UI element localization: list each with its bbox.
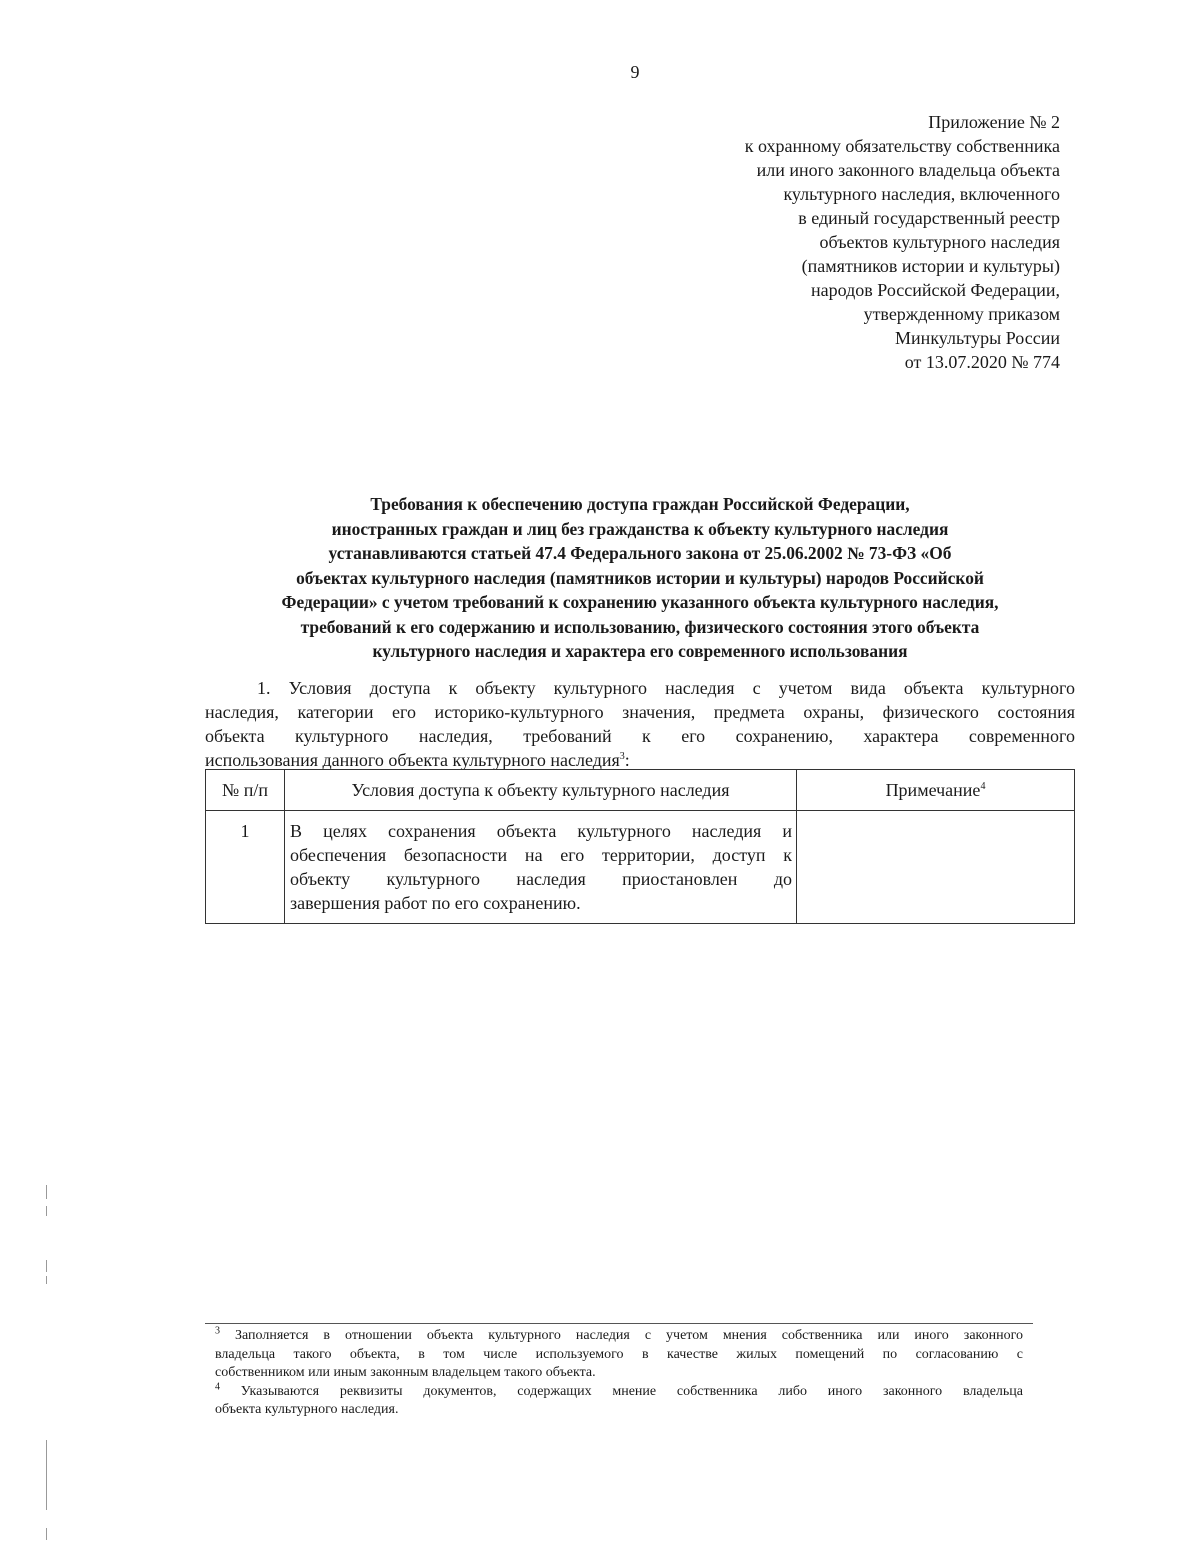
title-line: устанавливаются статьей 47.4 Федерального закона от 25.06.2002 № 73-ФЗ «Об xyxy=(328,543,952,563)
scan-artifact xyxy=(46,1440,47,1510)
footnote-ref: 3 xyxy=(619,751,625,762)
title-line: требований к его содержанию и использованию, физического состояния этого объекта xyxy=(300,616,980,637)
paragraph-line: наследия, категории его историко-культурного значения, предмета охраны, физического состояния xyxy=(205,702,1075,722)
title-line: Требования к обеспечению доступа граждан Российской Федерации, xyxy=(370,494,910,514)
footnotes xyxy=(215,1327,1023,1420)
annex-header xyxy=(640,110,1060,374)
condition-line: обеспечения безопасности на его территории, доступ к xyxy=(290,845,792,865)
annex-line: к охранному обязательству собственника xyxy=(744,136,1060,156)
header-note-label: Примечание xyxy=(885,779,981,800)
annex-line: от 13.07.2020 № 774 xyxy=(904,352,1060,372)
row-conditions xyxy=(285,811,797,924)
footnote-3-line: владельца такого объекта, в том числе используемого в качестве жилых помещений по согласованию с xyxy=(215,1346,1023,1362)
header-note xyxy=(797,770,1075,811)
condition-line: объекту культурного наследия приостановлен до xyxy=(290,869,792,889)
scan-artifact xyxy=(46,1528,47,1540)
footnote-text: Заполняется в отношении объекта культурного наследия с учетом мнения собственника или иного законного xyxy=(235,1328,1024,1343)
footnote-4-line xyxy=(215,1380,1024,1402)
scan-artifact xyxy=(46,1276,47,1284)
condition-line: завершения работ по его сохранению. xyxy=(290,893,581,913)
footnote-marker: 3 xyxy=(215,1325,220,1337)
title-line: иностранных граждан и лиц без гражданства к объекту культурного наследия xyxy=(331,518,949,539)
annex-line: в единый государственный реестр xyxy=(798,208,1060,228)
row-note xyxy=(797,811,1075,924)
annex-line: культурного наследия, включенного xyxy=(783,184,1060,204)
table-header-row xyxy=(206,770,1075,811)
page-number: 9 xyxy=(630,62,640,82)
footnote-separator xyxy=(205,1323,1033,1324)
annex-line: Минкультуры России xyxy=(895,328,1060,348)
paragraph-trailing: : xyxy=(624,750,630,770)
annex-line: утвержденному приказом xyxy=(863,304,1060,324)
header-num: № п/п xyxy=(206,770,285,811)
row-num: 1 xyxy=(206,811,285,924)
footnote-4-line: объекта культурного наследия. xyxy=(215,1402,399,1417)
title-line: объектах культурного наследия (памятников истории и культуры) народов Российской xyxy=(296,567,984,588)
annex-line: объектов культурного наследия xyxy=(819,232,1060,252)
access-conditions-paragraph xyxy=(205,676,1075,772)
footnote-3-line: собственником или иным законным владельцем такого объекта. xyxy=(215,1365,596,1380)
annex-line: народов Российской Федерации, xyxy=(811,280,1060,300)
scan-artifact xyxy=(46,1206,47,1216)
title-line: Федерации» с учетом требований к сохранению указанного объекта культурного наследия, xyxy=(281,592,999,612)
title-line: культурного наследия и характера его современного использования xyxy=(372,641,908,661)
footnote-text: Указываются реквизиты документов, содержащих мнение собственника либо иного законного владельца xyxy=(240,1383,1024,1399)
footnote-3-line xyxy=(215,1327,1023,1346)
paragraph-line: 1. Условия доступа к объекту культурного наследия с учетом вида объекта культурного xyxy=(257,678,1075,698)
scan-artifact xyxy=(46,1185,47,1199)
paragraph-line: объекта культурного наследия, требований к его сохранению, характера современного xyxy=(205,726,1075,746)
annex-line: или иного законного владельца объекта xyxy=(756,160,1060,180)
access-conditions-table xyxy=(205,769,1075,924)
table-row xyxy=(206,811,1075,924)
condition-line: В целях сохранения объекта культурного наследия и xyxy=(290,821,792,841)
paragraph-last-text: использования данного объекта культурного наследия xyxy=(205,750,620,770)
header-conditions: Условия доступа к объекту культурного наследия xyxy=(285,770,797,811)
annex-line: (памятников истории и культуры) xyxy=(801,256,1060,276)
scan-artifact xyxy=(46,1260,47,1272)
footnote-marker: 4 xyxy=(215,1380,220,1392)
footnote-ref: 4 xyxy=(980,780,986,792)
document-title xyxy=(205,492,1075,664)
annex-line: Приложение № 2 xyxy=(928,112,1060,132)
